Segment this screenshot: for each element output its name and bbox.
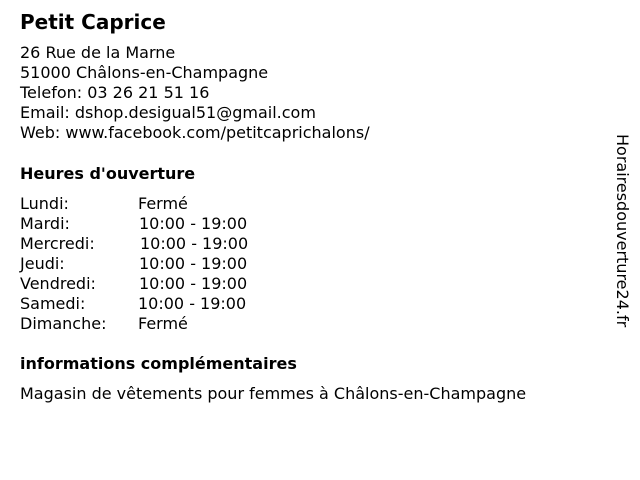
hours-row-sunday — [20, 314, 320, 334]
contact-block — [20, 43, 370, 143]
address-street: 26 Rue de la Marne — [20, 43, 176, 62]
website-line: Web: www.facebook.com/petitcaprichalons/ — [20, 123, 370, 142]
day-label: Vendredi: — [20, 274, 96, 293]
site-watermark — [612, 134, 632, 374]
day-label: Mardi: — [20, 214, 70, 233]
day-label: Dimanche: — [20, 314, 107, 333]
additional-info-heading: informations complémentaires — [20, 354, 297, 373]
day-label: Lundi: — [20, 194, 69, 213]
day-label: Samedi: — [20, 294, 86, 313]
hours-value: 10:00 - 19:00 — [139, 254, 248, 273]
opening-hours-heading: Heures d'ouverture — [20, 164, 196, 183]
hours-value: 10:00 - 19:00 — [139, 274, 248, 293]
hours-value: Fermé — [138, 194, 188, 213]
phone-line: Telefon: 03 26 21 51 16 — [20, 83, 210, 102]
email-line: Email: dshop.desigual51@gmail.com — [20, 103, 316, 122]
hours-row-wednesday — [20, 234, 320, 254]
day-label: Mercredi: — [20, 234, 95, 253]
additional-info-text: Magasin de vêtements pour femmes à Châlons-en-Champagne — [20, 384, 527, 403]
hours-value: Fermé — [138, 314, 188, 333]
store-name: Petit Caprice — [20, 10, 166, 34]
hours-row-monday — [20, 194, 320, 214]
hours-value: 10:00 - 19:00 — [138, 294, 247, 313]
address-city: 51000 Châlons-en-Champagne — [20, 63, 269, 82]
day-label: Jeudi: — [20, 254, 65, 273]
watermark-text: Horairesdouverture24.fr — [613, 134, 632, 328]
hours-row-saturday — [20, 294, 320, 314]
hours-row-thursday — [20, 254, 320, 274]
hours-row-friday — [20, 274, 320, 294]
hours-row-tuesday — [20, 214, 320, 234]
hours-value: 10:00 - 19:00 — [140, 234, 249, 253]
hours-value: 10:00 - 19:00 — [139, 214, 248, 233]
opening-hours-table — [20, 194, 320, 334]
